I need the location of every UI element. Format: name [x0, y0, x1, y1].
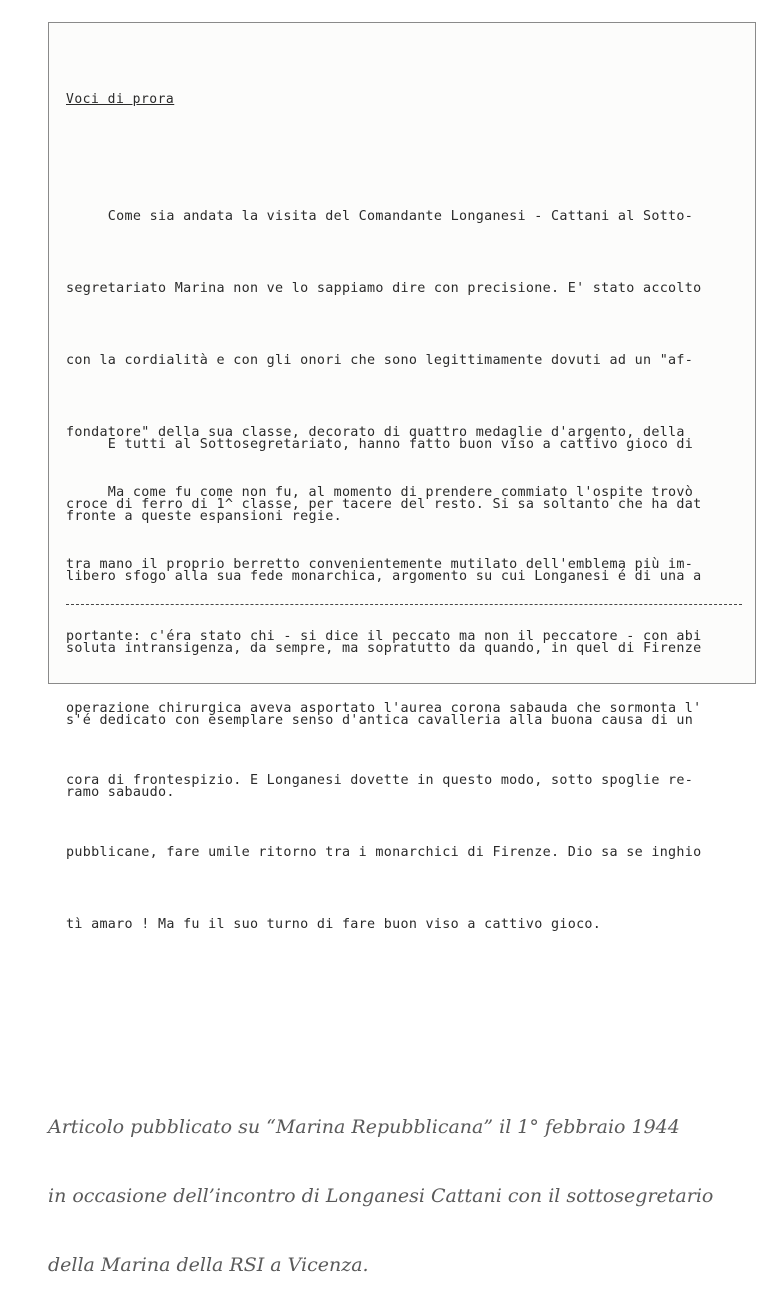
text-line: segretariato Marina non ve lo sappiamo dire con precisione. E' stato accolto: [66, 281, 702, 296]
text-line: tì amaro ! Ma fu il suo turno di fare buon viso a cattivo gioco.: [66, 917, 602, 932]
text-line: E tutti al Sottosegretariato, hanno fatto buon viso a cattivo gioco di: [66, 437, 694, 452]
caption-line: in occasione dell’incontro di Longanesi Cattani con il sottosegretario: [48, 1185, 714, 1207]
text-line: ramo sabaudo.: [66, 785, 175, 800]
caption-line: della Marina della RSI a Vicenza.: [48, 1254, 369, 1276]
image-caption: [48, 1070, 713, 1300]
text-line: soluta intransigenza, da sempre, ma sopratutto da quando, in quel di Firenze: [66, 641, 702, 656]
text-line: libero sfogo alla sua fede monarchica, argomento su cui Longanesi é di una a: [66, 569, 702, 584]
document-title: Voci di prora: [66, 92, 175, 107]
text-line: fondatore" della sua classe, decorato di quattro medaglie d'argento, della: [66, 425, 685, 440]
text-line: Come sia andata la visita del Comandante Longanesi - Cattani al Sotto-: [66, 209, 694, 224]
text-line: s'é dedicato con esemplare senso d'antica cavalleria alla buona causa di un: [66, 713, 694, 728]
text-line: tra mano il proprio berretto convenientemente mutilato dell'emblema più im-: [66, 557, 694, 572]
text-line: Ma come fu come non fu, al momento di prendere commiato l'ospite trovò: [66, 485, 694, 500]
dashed-divider: [66, 604, 742, 605]
caption-line: Articolo pubblicato su “Marina Repubblicana” il 1° febbraio 1944: [48, 1116, 680, 1138]
text-line: cora di frontespizio. E Longanesi dovette in questo modo, sotto spoglie re-: [66, 773, 694, 788]
text-line: portante: c'éra stato chi - si dice il peccato ma non il peccatore - con abi: [66, 629, 702, 644]
text-line: croce di ferro di 1^ classe, per tacere del resto. Si sa soltanto che ha dat: [66, 497, 702, 512]
text-line: operazione chirurgica aveva asportato l'aurea corona sabauda che sormonta l': [66, 701, 702, 716]
text-line: fronte a queste espansioni regie.: [66, 509, 342, 524]
text-line: con la cordialità e con gli onori che sono legittimamente dovuti ad un "af-: [66, 353, 694, 368]
text-line: pubblicane, fare umile ritorno tra i monarchici di Firenze. Dio sa se inghio: [66, 845, 702, 860]
paragraph-3: [66, 433, 702, 961]
